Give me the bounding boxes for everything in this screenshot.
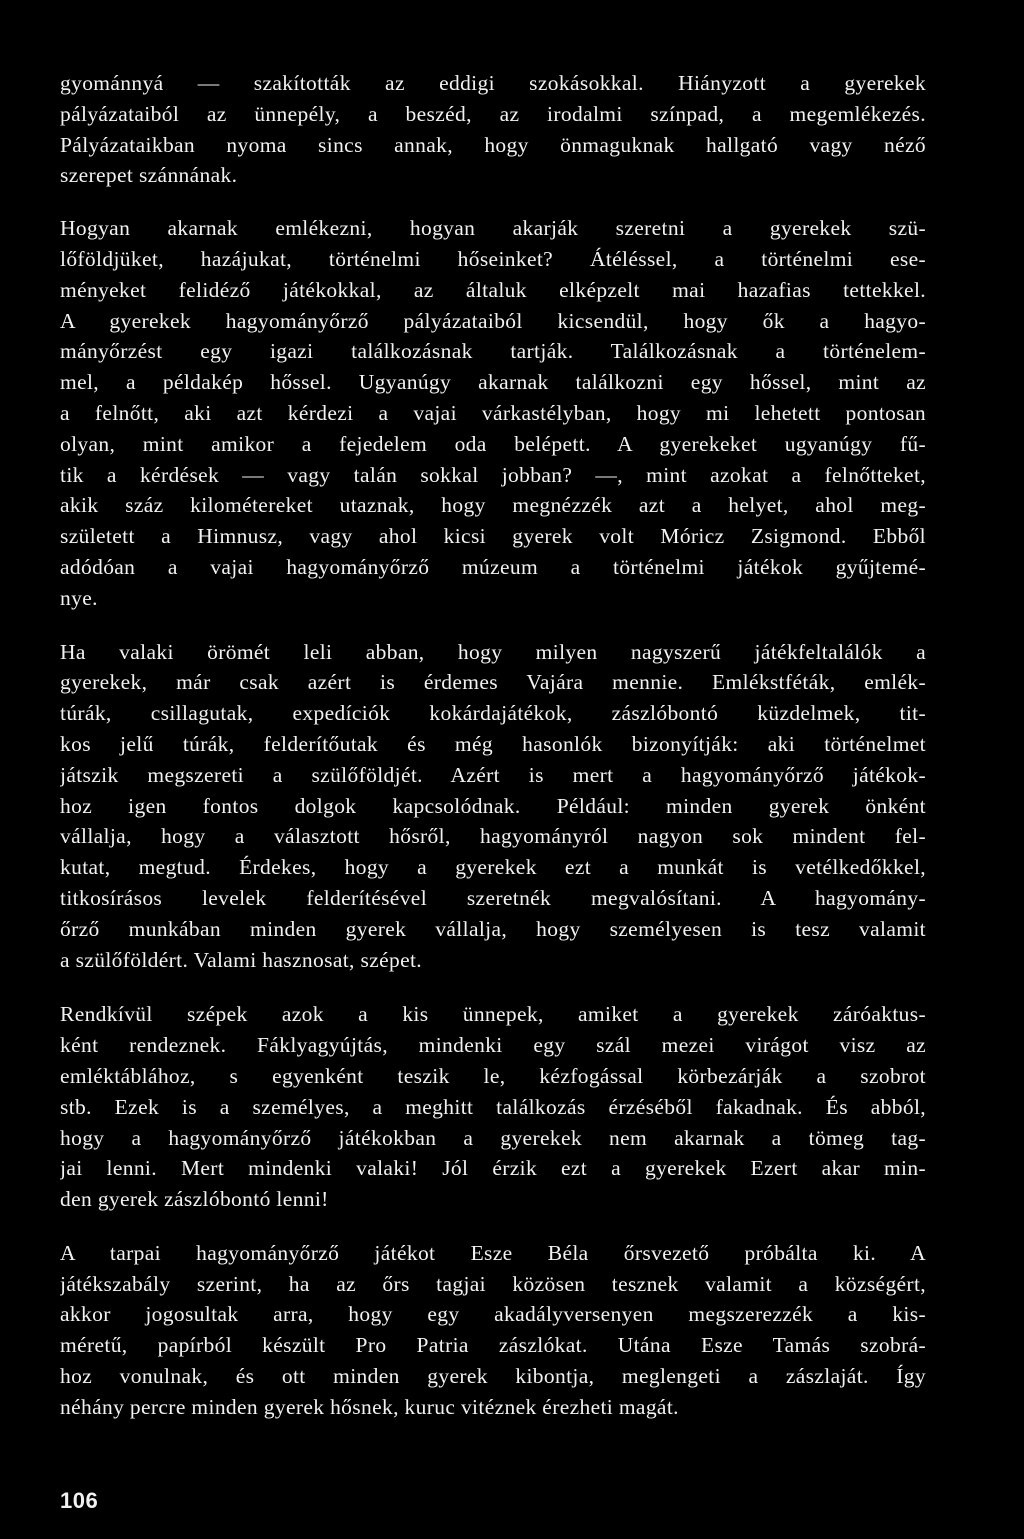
text-line: ményeket felidéző játékokkal, az általuk elképzelt mai hazafias tettekkel. bbox=[60, 277, 926, 302]
text-line: adódóan a vajai hagyományőrző múzeum a történelmi játékok gyűjtemé- bbox=[60, 554, 926, 579]
text-line: nye. bbox=[60, 585, 98, 610]
text-line: emléktáblához, s egyenként teszik le, kézfogással körbezárják a szobrot bbox=[60, 1063, 926, 1088]
paragraph bbox=[60, 637, 926, 976]
text-line: vállalja, hogy a választott hősről, hagyományról nagyon sok mindent fel- bbox=[60, 824, 926, 849]
text-line: lőföldjüket, hazájukat, történelmi hőseinket? Átéléssel, a történelmi ese- bbox=[60, 246, 926, 271]
text-line: gyerekek, már csak azért is érdemes Vajára mennie. Emlékstféták, emlék- bbox=[60, 670, 926, 695]
text-line: hoz vonulnak, és ott minden gyerek kibontja, meglengeti a zászlaját. Így bbox=[60, 1364, 926, 1389]
text-line: a szülőföldért. Valami hasznosat, szépet. bbox=[60, 947, 423, 972]
text-line: stb. Ezek is a személyes, a meghitt találkozás érzéséből fakadnak. És abból, bbox=[60, 1094, 926, 1119]
text-line: született a Himnusz, vagy ahol kicsi gyerek volt Móricz Zsigmond. Ebből bbox=[60, 524, 926, 549]
paragraph bbox=[60, 999, 926, 1215]
text-line: titkosírásos levelek felderítésével szeretnék megvalósítani. A hagyomány- bbox=[60, 885, 926, 910]
text-line: ként rendeznek. Fáklyagyújtás, mindenki egy szál mezei virágot visz az bbox=[60, 1033, 926, 1058]
text-line: A gyerekek hagyományőrző pályázataiból kicsendül, hogy ők a hagyo- bbox=[60, 308, 926, 333]
text-line: pályázataiból az ünnepély, a beszéd, az irodalmi színpad, a megemlékezés. bbox=[60, 101, 926, 126]
text-line: olyan, mint amikor a fejedelem oda belépett. A gyerekeket ugyanúgy fű- bbox=[60, 431, 926, 456]
text-line: akik száz kilométereket utaznak, hogy megnézzék azt a helyet, ahol meg- bbox=[60, 493, 926, 518]
text-line: szerepet szánnának. bbox=[60, 163, 238, 188]
text-line: kos jelű túrák, felderítőutak és még hasonlók bizonyítják: aki történelmet bbox=[60, 731, 926, 756]
paragraph bbox=[60, 68, 926, 191]
page-body bbox=[60, 68, 926, 1423]
text-line: tik a kérdések — vagy talán sokkal jobban? —, mint azokat a felnőtteket, bbox=[60, 462, 926, 487]
text-line: hoz igen fontos dolgok kapcsolódnak. Például: minden gyerek önként bbox=[60, 793, 926, 818]
page-number: 106 bbox=[60, 1488, 99, 1513]
text-line: mel, a példakép hőssel. Ugyanúgy akarnak találkozni egy hőssel, mint az bbox=[60, 370, 926, 395]
text-line: A tarpai hagyományőrző játékot Esze Béla őrsvezető próbálta ki. A bbox=[60, 1240, 926, 1265]
text-line: Ha valaki örömét leli abban, hogy milyen nagyszerű játékfeltalálók a bbox=[60, 639, 926, 664]
text-line: akkor jogosultak arra, hogy egy akadályversenyen megszerezzék a kis- bbox=[60, 1302, 926, 1327]
text-line: jai lenni. Mert mindenki valaki! Jól érzik ezt a gyerekek Ezert akar min- bbox=[60, 1156, 926, 1181]
text-line: játszik megszereti a szülőföldjét. Azért is mert a hagyományőrző játékok- bbox=[60, 762, 926, 787]
text-line: túrák, csillagutak, expedíciók kokárdajátékok, zászlóbontó küzdelmek, tit- bbox=[60, 701, 926, 726]
text-line: hogy a hagyományőrző játékokban a gyerekek nem akarnak a tömeg tag- bbox=[60, 1125, 926, 1150]
paragraph bbox=[60, 1238, 926, 1423]
text-line: gyománnyá — szakították az eddigi szokásokkal. Hiányzott a gyerekek bbox=[60, 71, 926, 95]
text-line: Rendkívül szépek azok a kis ünnepek, amiket a gyerekek záróaktus- bbox=[60, 1002, 926, 1027]
text-column bbox=[60, 68, 926, 1423]
text-line: mányőrzést egy igazi találkozásnak tartják. Találkozásnak a történelem- bbox=[60, 339, 926, 364]
text-line: játékszabály szerint, ha az őrs tagjai közösen tesznek valamit a községért, bbox=[60, 1271, 926, 1296]
text-line: Pályázataikban nyoma sincs annak, hogy önmaguknak hallgató vagy néző bbox=[60, 132, 926, 157]
paragraph bbox=[60, 213, 926, 613]
text-line: den gyerek zászlóbontó lenni! bbox=[60, 1187, 329, 1212]
text-line: méretű, papírból készült Pro Patria zászlókat. Utána Esze Tamás szobrá- bbox=[60, 1333, 926, 1358]
text-line: Hogyan akarnak emlékezni, hogyan akarják szeretni a gyerekek szü- bbox=[60, 216, 926, 241]
text-line: a felnőtt, aki azt kérdezi a vajai várkastélyban, hogy mi lehetett pontosan bbox=[60, 400, 926, 425]
text-line: őrző munkában minden gyerek vállalja, hogy személyesen is tesz valamit bbox=[60, 916, 926, 941]
text-line: kutat, megtud. Érdekes, hogy a gyerekek ezt a munkát is vetélkedőkkel, bbox=[60, 855, 926, 880]
text-line: néhány percre minden gyerek hősnek, kuruc vitéznek érezheti magát. bbox=[60, 1394, 679, 1419]
